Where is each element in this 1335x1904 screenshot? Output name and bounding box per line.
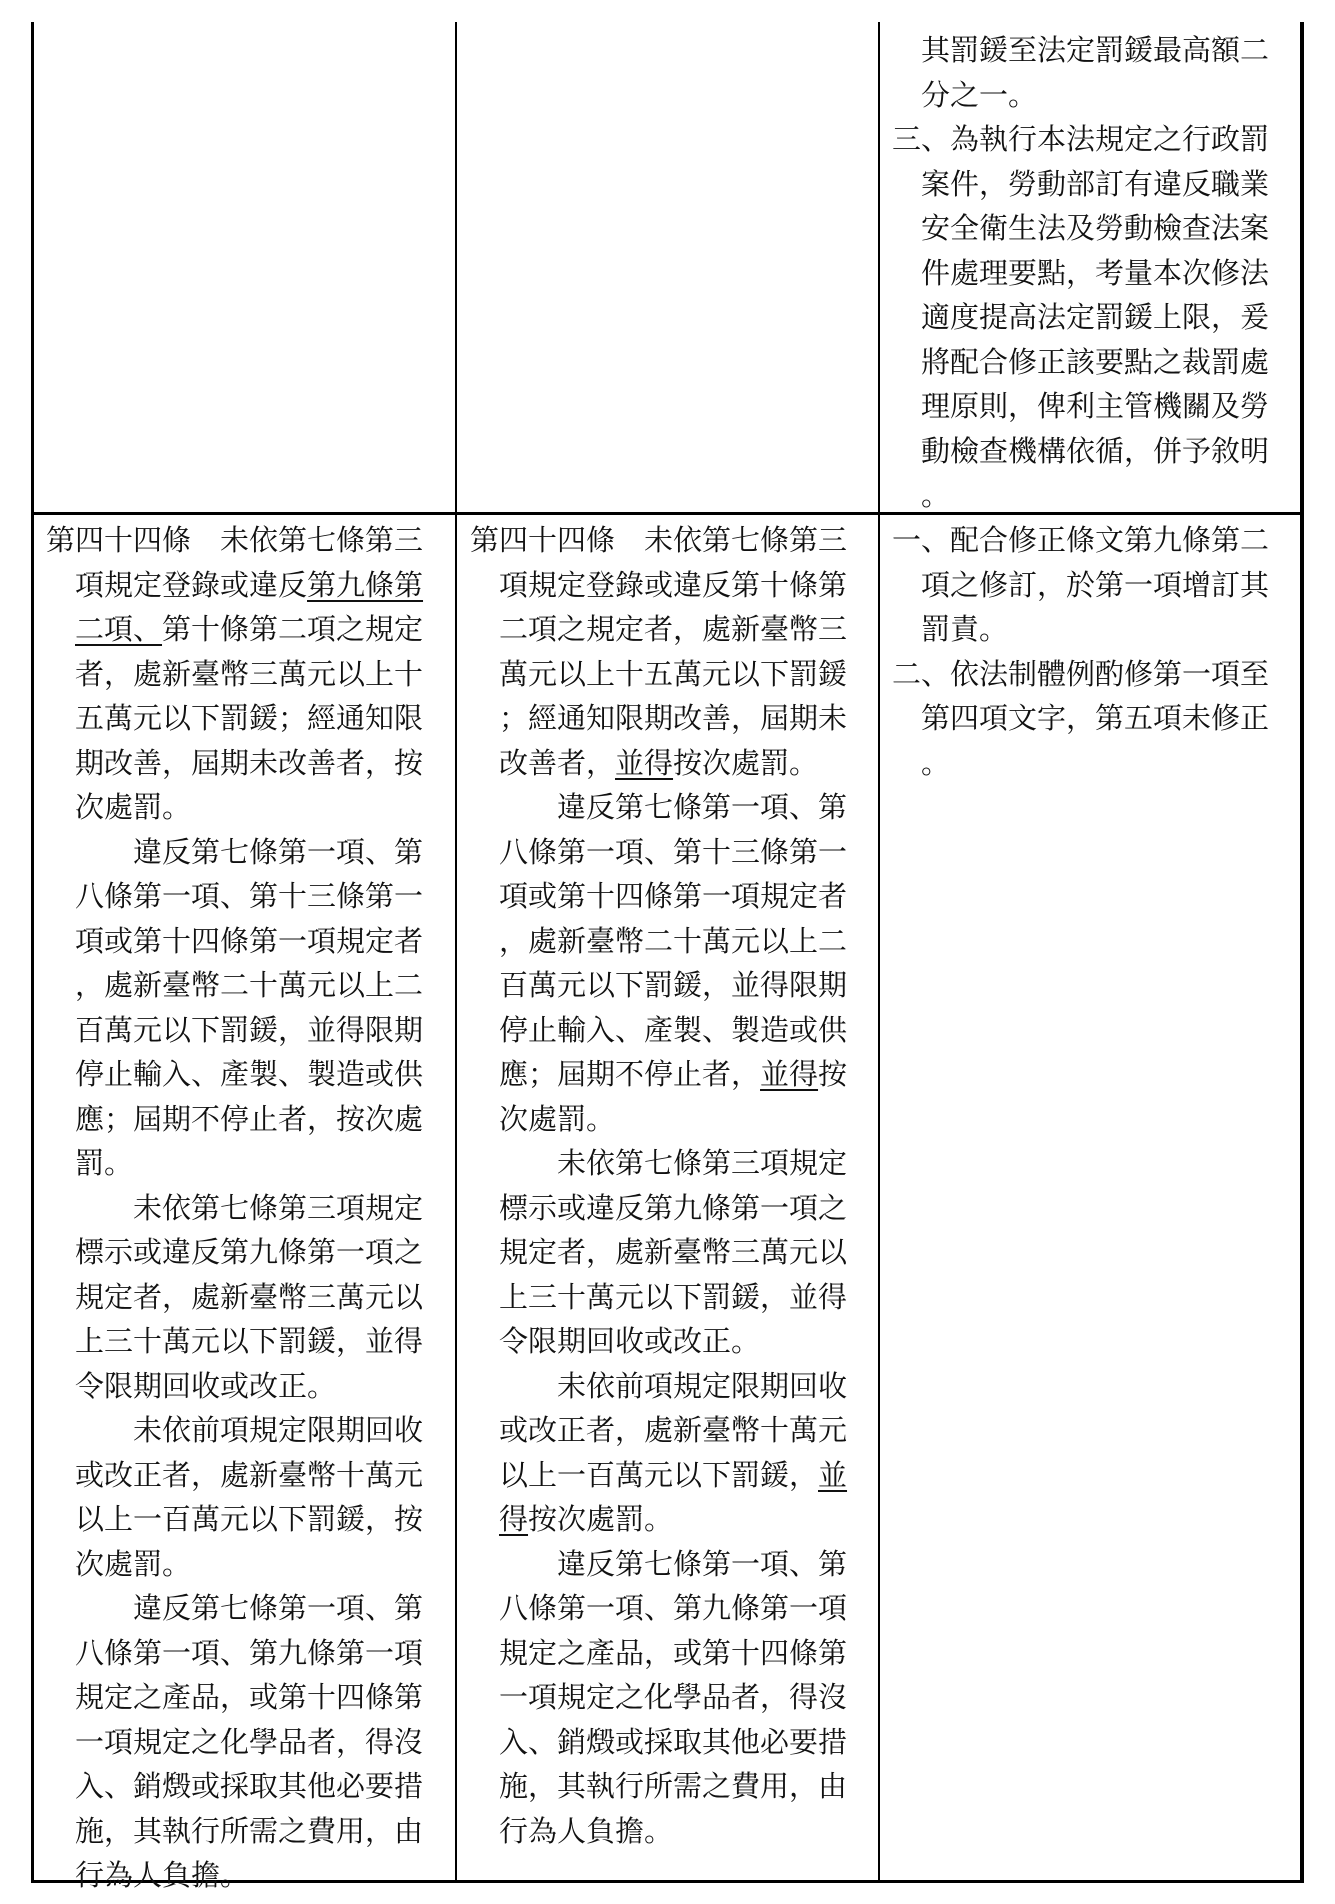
text-span: 按次處罰。 (673, 745, 819, 780)
explanation-item-3 (892, 117, 1292, 518)
text-line: 違反第七條第一項、第 (557, 790, 848, 824)
text-line: 標示或違反第九條第一項之 (499, 1190, 848, 1225)
article-44-paragraph-2 (46, 830, 446, 1186)
text-line: 或改正者，處新臺幣十萬元 (499, 1413, 848, 1447)
text-line: 將配合修正該要點之裁罰處 (921, 344, 1270, 379)
text-line: 令限期回收或改正。 (75, 1368, 337, 1403)
text-span: 按次處罰。 (528, 1502, 674, 1536)
article-44-paragraph-3 (46, 1186, 446, 1409)
text-line: 或改正者，處新臺幣十萬元 (75, 1457, 424, 1492)
text-line: 未依第七條第三項規定 (557, 1146, 848, 1180)
column-divider-1 (455, 22, 457, 1882)
text-line: 八條第一項、第十三條第一 (75, 879, 424, 913)
text-line: 次處罰。 (75, 790, 192, 824)
text-line: 一項規定之化學品者，得沒 (499, 1680, 848, 1714)
text-line: 規定之產品，或第十四條第 (75, 1680, 424, 1714)
text-line: 。 (921, 745, 951, 780)
table-border-left (31, 22, 34, 1882)
article-44-paragraph-4 (46, 1408, 446, 1586)
article-44-explanation-cell (892, 518, 1292, 785)
item-body (892, 563, 1292, 652)
text-line: 未依第七條第三項規定 (133, 1190, 424, 1225)
article-44-paragraph-5 (46, 1586, 446, 1898)
text-line: 施，其執行所需之費用，由 (499, 1769, 848, 1803)
changed-text-underline: 得 (499, 1502, 529, 1536)
text-line: 規定者，處新臺幣三萬元以 (499, 1235, 848, 1269)
text-line (499, 1052, 870, 1097)
text-line: 項或第十四條第一項規定者 (499, 879, 848, 913)
text-line: 停止輸入、產製、製造或供 (75, 1057, 424, 1091)
text-span: 應；屆期不停止者， (499, 1057, 761, 1091)
text-line: 項之修訂，於第一項增訂其 (921, 567, 1270, 602)
changed-text-underline: 並 (818, 1457, 848, 1492)
text-line: 違反第七條第一項、第 (133, 1591, 424, 1625)
article-44-current-cell (470, 518, 870, 1853)
paragraph-body (470, 563, 870, 786)
text-line: 規定之產品，或第十四條第 (499, 1635, 848, 1670)
column-divider-2 (878, 22, 880, 1882)
text-line: 上三十萬元以下罰鍰，並得 (499, 1279, 848, 1314)
text-line: 八條第一項、第九條第一項 (499, 1591, 848, 1625)
text-line: 違反第七條第一項、第 (557, 1546, 848, 1581)
current-paragraph-5 (470, 1542, 870, 1854)
changed-text-underline: 並得 (615, 745, 674, 780)
text-line: 百萬元以下罰鍰，並得限期 (499, 968, 848, 1002)
text-line: 上三十萬元以下罰鍰，並得 (75, 1324, 424, 1358)
amended-text-underline: 第九條第 (307, 567, 424, 602)
current-paragraph-2 (470, 785, 870, 1141)
text-line: 行為人負擔。 (499, 1813, 674, 1848)
text-line: 三、為執行本法規定之行政罰 (892, 122, 1270, 156)
text-span: 項規定登錄或違反 (75, 567, 308, 602)
text-line: 理原則，俾利主管機關及勞 (921, 389, 1270, 423)
text-line (499, 741, 870, 786)
text-line (75, 563, 446, 608)
text-line: 項或第十四條第一項規定者 (75, 923, 424, 958)
paragraph-body (46, 563, 446, 830)
article-44-paragraph-1 (46, 518, 446, 830)
text-line (499, 1453, 870, 1498)
article-44-amended-cell (46, 518, 446, 1898)
text-line: 第四十四條 未依第七條第三 (470, 523, 848, 557)
text-line: 入、銷燬或採取其他必要措 (499, 1724, 848, 1759)
text-line: 入、銷燬或採取其他必要措 (75, 1769, 424, 1803)
text-line: 第四十四條 未依第七條第三 (46, 523, 424, 557)
text-line: 八條第一項、第九條第一項 (75, 1635, 424, 1670)
text-line: ；經通知限期改善，屆期未 (499, 701, 848, 735)
text-line: 次處罰。 (75, 1546, 192, 1581)
text-line: 停止輸入、產製、製造或供 (499, 1012, 848, 1047)
current-paragraph-3 (470, 1141, 870, 1364)
explanation-item-1 (892, 518, 1292, 652)
explanation-item-2 (892, 652, 1292, 786)
text-line: 罰責。 (921, 612, 1009, 646)
text-line: 第四項文字，第五項未修正 (921, 701, 1270, 735)
text-line: 件處理要點，考量本次修法 (921, 255, 1270, 290)
text-line: 違反第七條第一項、第 (133, 834, 424, 869)
text-line: 百萬元以下罰鍰，並得限期 (75, 1012, 424, 1047)
text-line: 其罰鍰至法定罰鍰最高額二 (921, 33, 1270, 67)
text-line: 次處罰。 (499, 1101, 616, 1136)
text-line: 規定者，處新臺幣三萬元以 (75, 1279, 424, 1314)
text-line: 令限期回收或改正。 (499, 1324, 761, 1358)
item-body (892, 162, 1292, 518)
text-line: 動檢查機構依循，併予敘明 (921, 433, 1270, 468)
item-body (892, 696, 1292, 785)
text-line: 者，處新臺幣三萬元以上十 (75, 656, 424, 691)
table-border-right (1300, 22, 1304, 1882)
text-line: 未依前項規定限期回收 (133, 1413, 424, 1447)
text-line: 行為人負擔。 (75, 1858, 250, 1892)
text-span: 改善者， (499, 745, 616, 780)
text-line: 八條第一項、第十三條第一 (499, 834, 848, 869)
text-line: 罰。 (75, 1146, 134, 1180)
text-line: 施，其執行所需之費用，由 (75, 1813, 424, 1848)
text-line: 一、配合修正條文第九條第二 (892, 523, 1270, 557)
current-paragraph-4 (470, 1364, 870, 1542)
text-line (75, 607, 446, 652)
text-line: 萬元以上十五萬元以下罰鍰 (499, 656, 848, 691)
changed-text-underline: 並得 (760, 1057, 819, 1091)
text-line: 案件，勞動部訂有違反職業 (921, 166, 1270, 201)
text-span: 按 (818, 1057, 848, 1091)
text-line: 五萬元以下罰鍰；經通知限 (75, 701, 424, 735)
text-line: 項規定登錄或違反第十條第 (499, 567, 848, 602)
text-line: 適度提高法定罰鍰上限，爰 (921, 300, 1270, 334)
text-line: 安全衛生法及勞動檢查法案 (921, 211, 1270, 245)
amended-text-underline: 二項、 (75, 612, 163, 646)
text-line: 一項規定之化學品者，得沒 (75, 1724, 424, 1759)
text-line: 標示或違反第九條第一項之 (75, 1235, 424, 1269)
text-line: ，處新臺幣二十萬元以上二 (75, 968, 424, 1002)
current-paragraph-1 (470, 518, 870, 785)
text-line: 。 (921, 478, 951, 512)
text-line: ，處新臺幣二十萬元以上二 (499, 923, 848, 958)
text-line: 二、依法制體例酌修第一項至 (892, 656, 1270, 691)
text-line: 分之一。 (921, 77, 1038, 112)
text-line: 以上一百萬元以下罰鍰，按 (75, 1502, 424, 1536)
text-line: 期改善，屆期未改善者，按 (75, 745, 424, 780)
explanation-item-continued (892, 28, 1292, 117)
top-row-explanation-cell (892, 28, 1292, 518)
text-span: 以上一百萬元以下罰鍰， (499, 1457, 819, 1492)
text-line (499, 1497, 870, 1542)
text-span: 第十條第二項之規定 (162, 612, 424, 646)
text-line: 未依前項規定限期回收 (557, 1368, 848, 1403)
text-line: 應；屆期不停止者，按次處 (75, 1101, 424, 1136)
text-line: 二項之規定者，處新臺幣三 (499, 612, 848, 646)
